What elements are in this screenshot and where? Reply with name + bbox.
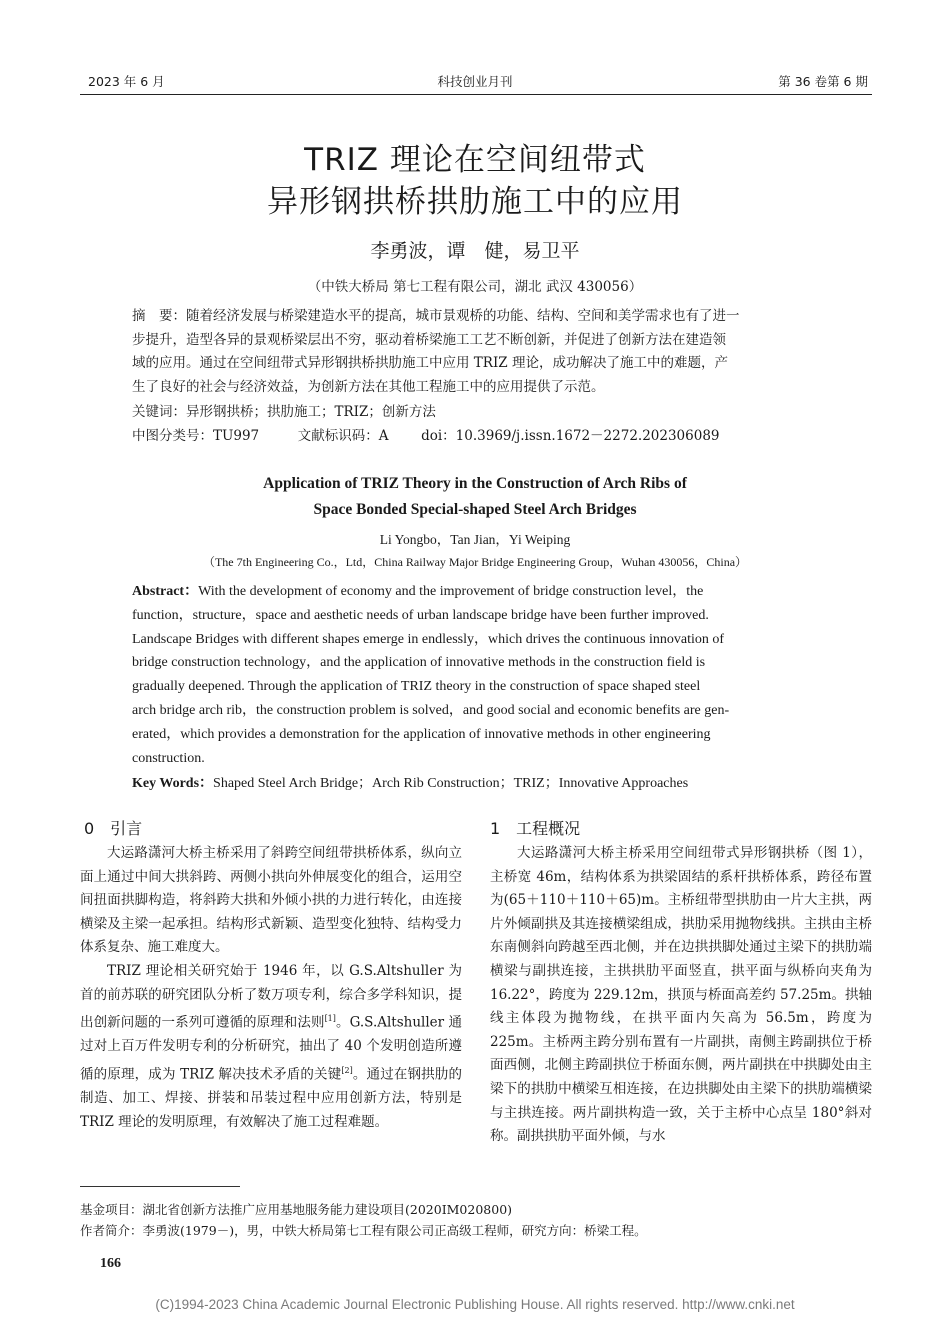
abstract-cn	[132, 305, 822, 399]
paragraph: TRIZ 理论相关研究始于 1946 年，以 G.S.Altshuller 为首的前苏联的研究团队分析了数万项专利，综合多学科知识，提出创新问题的一系列可遵循的原理和法则[1]。G.S.Altshuller 通过对上百万件发明专利的分析研究，抽出了 40 个发明创造所遵循的原理，成为 TRIZ 解决技术矛盾的关键[2]。通过在钢拱肋的制造、加工、焊接、拼装和吊装过程中应用创新方法，特别是 TRIZ 理论的发明原理，有效解决了施工过程难题。	[80, 962, 463, 1130]
abstract-en-line: function，structure，space and aesthetic needs of urban landscape bridge have been further improved.	[132, 607, 709, 623]
section-1-body	[490, 842, 872, 1149]
english-title-line-1: Application of TRIZ Theory in the Construction of Arch Ribs of	[263, 475, 687, 492]
abstract-en-label: Abstract：	[132, 584, 199, 599]
section-1-heading: 1 工程概况	[490, 819, 581, 838]
page-number: 166	[100, 1256, 121, 1271]
abstract-cn-line: 域的应用。通过在空间纽带式异形钢拱桥拱肋施工中应用 TRIZ 理论，成功解决了施工中的难题，产	[132, 355, 728, 371]
abstract-en-line: bridge construction technology，and the application of innovative methods in the construction field is	[132, 655, 706, 671]
abstract-en-line: erated，which provides a demonstration for the application of innovative methods in other engineering	[132, 726, 711, 742]
doc-code: 文献标识码：A	[297, 428, 389, 444]
abstract-en-line: arch bridge arch rib，the construction problem is solved，and good social and economic benefits are gen-	[132, 702, 730, 718]
paragraph: 大运路潇河大桥主桥采用了斜跨空间纽带拱桥体系，纵向立面上通过中间大拱斜跨、两侧小拱向外伸展变化的组合，运用空间扭面拱脚构造，将斜跨大拱和外倾小拱的力进行转化，由连接横梁及主梁一起承担。结构形式新颖、造型变化独特、结构受力体系复杂、施工难度大。	[80, 845, 462, 956]
title-line-2: 异形钢拱桥拱肋施工中的应用	[267, 184, 683, 220]
header-date: 2023 年 6 月	[88, 74, 165, 89]
keywords-en: Key Words：Shaped Steel Arch Bridge；Arch Rib Construction；TRIZ；Innovative Approaches	[132, 776, 689, 791]
authors: 李勇波，谭 健，易卫平	[370, 240, 580, 262]
abstract-en-line: gradually deepened. Through the application of TRIZ theory in the construction of space shaped steel	[132, 679, 701, 695]
footnote-fund: 基金项目：湖北省创新方法推广应用基地服务能力建设项目(2020IM020800)	[80, 1202, 513, 1217]
footnote-author: 作者简介：李勇波(1979－)，男，中铁大桥局第七工程有限公司正高级工程师，研究方向：桥梁工程。	[80, 1223, 647, 1238]
english-affiliation: （The 7th Engineering Co.，Ltd，China Railway Major Bridge Engineering Group，Wuhan 430056，China）	[202, 555, 748, 569]
paragraph: 大运路潇河大桥主桥采用空间纽带式异形钢拱桥（图 1），主桥宽 46m，结构体系为拱梁固结的系杆拱桥体系，跨径布置为(65＋110＋110＋65)m。主桥纽带型拱肋由一片大主拱，两片外倾副拱及其连接横梁组成，拱肋采用抛物线拱。主拱由主桥东南侧斜向跨越至西北侧，并在边拱拱脚处通过主梁下的拱肋端横梁与副拱连接，主拱拱肋平面竖直，拱平面与纵桥向夹角为 16.22°，跨度为 229.12m，拱顶与桥面高差约 57.25m。拱轴线主体段为抛物线，在拱平面内矢高为 56.5m，跨度为 225m。主桥两主跨分别布置有一片副拱，南侧主跨副拱位于桥面西侧，北侧主跨副拱位于桥面东侧，两片副拱在中拱脚处由主梁下的拱肋中横梁互相连接，在边拱脚处由主梁下的拱肋端横梁与主拱连接。两片副拱构造一致，关于主桥中心点呈 180°斜对称。副拱拱肋平面外倾，与水	[490, 845, 872, 1145]
clc-code: 中图分类号：TU997	[132, 428, 260, 444]
section-0-body	[80, 842, 462, 1134]
english-authors: Li Yongbo，Tan Jian，Yi Weiping	[379, 532, 571, 547]
abstract-en-line: Landscape Bridges with different shapes emerge in endlessly，which drives the continuous innovation of	[132, 631, 725, 647]
classification-row	[132, 425, 822, 449]
header-rule	[80, 94, 872, 95]
citation-2[interactable]: [2]	[341, 1065, 353, 1075]
keywords-en-label: Key Words：	[132, 776, 214, 791]
keywords-cn: 关键词：异形钢拱桥；拱肋施工；TRIZ；创新方法	[132, 404, 436, 420]
doi: doi：10.3969/j.issn.1672－2272.202306089	[421, 428, 720, 444]
abstract-en-line: Abstract：With the development of economy and the improvement of bridge construction level，the	[132, 584, 704, 599]
header-volume: 第 36 卷第 6 期	[778, 74, 868, 89]
footnote-rule	[80, 1186, 240, 1187]
abstract-cn-line: 生了良好的社会与经济效益，为创新方法在其他工程施工中的应用提供了示范。	[132, 378, 605, 395]
abstract-en	[132, 580, 820, 770]
abstract-en-line: construction.	[132, 750, 205, 766]
abstract-cn-line: 摘 要：随着经济发展与桥梁建造水平的提高，城市景观桥的功能、结构、空间和美学需求也有了进一	[132, 308, 740, 324]
abstract-cn-label: 摘 要：	[132, 308, 186, 324]
title-line-1: TRIZ 理论在空间纽带式	[304, 142, 646, 178]
citation-1[interactable]: [1]	[324, 1014, 336, 1024]
header-journal: 科技创业月刊	[437, 74, 513, 89]
section-0-heading: 0 引言	[84, 819, 143, 838]
abstract-cn-line: 步提升，造型各异的景观桥梁层出不穷，驱动着桥梁施工工艺不断创新，并促进了创新方法在建造领	[132, 331, 726, 348]
copyright-footer: (C)1994-2023 China Academic Journal Electronic Publishing House. All rights reserved. http://www.cnki.net	[155, 1297, 795, 1312]
english-title-line-2: Space Bonded Special-shaped Steel Arch Bridges	[313, 501, 637, 518]
affiliation: （中铁大桥局 第七工程有限公司，湖北 武汉 430056）	[307, 279, 643, 295]
